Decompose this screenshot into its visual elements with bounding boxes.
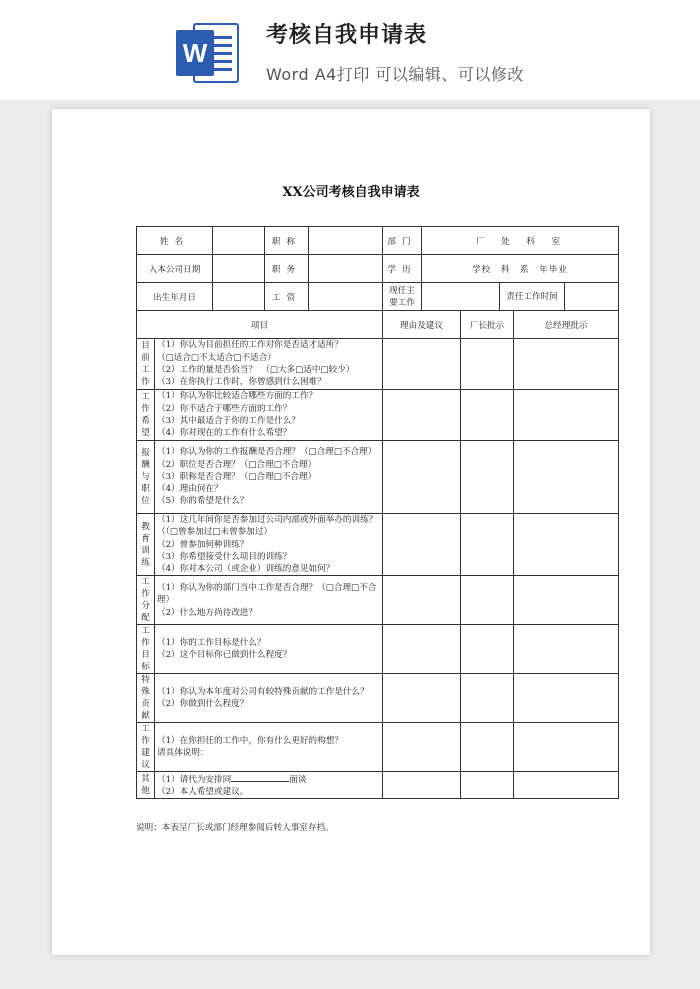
label-position: 职务 [265,255,309,283]
gm-cell[interactable] [514,625,619,674]
dept-units[interactable]: 厂 处 科 室 [422,227,619,255]
reason-cell[interactable] [383,390,461,441]
section-pay-and-position [137,441,619,514]
category-char: 作 [141,638,150,649]
category-char: 与 [141,472,150,482]
question-line: （2）职位是否合理？（□合理□不合理） [157,459,317,470]
category-char: 前 [141,353,150,363]
category-char: 配 [141,613,150,624]
category-label [139,391,152,439]
category-char: 工 [141,577,150,588]
question-line: （3）其中最适合于你的工作是什么？ [157,416,300,426]
factory-head-cell[interactable] [461,390,514,441]
value-join-date[interactable] [213,255,265,283]
banner-title: 考核自我申请表 [266,23,428,48]
question-line: （1）你认为你的部门当中工作是否合理？（□合理□不合理） [157,583,377,606]
gm-cell[interactable] [514,514,619,576]
question-line: （2）你做到什么程度？ [157,699,249,710]
factory-head-cell[interactable] [461,441,514,514]
value-duty-time[interactable] [565,283,619,311]
document-page [52,109,650,955]
category-label [139,674,152,722]
section-work-hope [137,390,619,441]
category-label [139,723,152,771]
category-char: 其 [141,774,150,785]
value-position[interactable] [309,255,383,283]
label-join-date: 入本公司日期 [137,255,213,283]
category-char: 贡 [141,699,150,710]
category-label [139,340,152,388]
column-factory-head: 厂长批示 [461,311,514,339]
value-title[interactable] [309,227,383,255]
footnote: 说明：本表呈厂长或部门经理参阅后转人事室存档。 [136,823,334,833]
question-line: 请具体说明： [157,748,209,759]
question-line: （3）你希望接受什么项目的训练？ [157,551,292,562]
header-row-3 [137,283,619,311]
category-char: 教 [141,521,150,532]
category-char: 作 [141,589,150,600]
value-current-work[interactable] [422,283,500,311]
word-icon-letter: W [182,38,208,68]
category-char: 望 [141,428,150,438]
factory-head-cell[interactable] [461,625,514,674]
section-special-contribution [137,674,619,723]
category-label [139,576,152,624]
category-label [139,625,152,673]
column-gm: 总经理批示 [514,311,619,339]
category-char: 作 [141,377,150,387]
banner [0,0,700,100]
category-cell [137,772,155,799]
question-line: （1）你认为你比较适合哪些方面的工作？ [157,391,318,402]
category-char: 目 [141,341,150,351]
appraisal-form-table [136,226,619,799]
section-current-work [137,339,619,390]
question-line: （2）本人希望或建议。 [157,786,249,797]
gm-cell[interactable] [514,772,619,799]
category-cell [137,625,155,674]
category-cell [137,576,155,625]
gm-cell[interactable] [514,674,619,723]
questions-cell [155,674,383,723]
category-char: 职 [141,484,150,494]
category-char: 特 [141,675,150,686]
category-char: 工 [141,392,150,402]
label-birth: 出生年月日 [137,283,213,311]
header-row-2 [137,255,619,283]
factory-head-cell[interactable] [461,772,514,799]
factory-head-cell[interactable] [461,339,514,390]
gm-cell[interactable] [514,390,619,441]
category-char: 殊 [141,687,150,698]
category-cell [137,514,155,576]
section-training [137,514,619,576]
category-char: 作 [141,404,150,414]
question-text: （1）请代为安排同 [157,774,232,785]
question-line: （1）你认为你的工作报酬是否合理？（□合理□不合理） [157,447,377,458]
question-line: （2）什么地方尚待改进？ [157,607,257,618]
gm-cell[interactable] [514,576,619,625]
questions-cell [155,339,383,390]
category-cell [137,339,155,390]
question-line: （2）工作的量是否恰当？ （□大多□适中□较少） [157,365,355,375]
gm-cell[interactable] [514,339,619,390]
banner-subtitle: Word A4打印 可以编辑、可以修改 [266,65,524,84]
category-char: 献 [141,711,150,722]
reason-cell[interactable] [383,625,461,674]
category-label [139,521,152,569]
word-document-icon [174,22,240,84]
value-name[interactable] [213,227,265,255]
factory-head-cell[interactable] [461,674,514,723]
category-char: 希 [141,416,150,426]
category-label [139,447,152,507]
section-other [137,772,619,799]
question-line: （1）在你担任的工作中，你有什么更好的构想？ [157,736,343,747]
category-label [139,773,152,797]
question-line: （4）你对本公司（或企业）训练的意见如何？ [157,564,335,575]
question-line: （3）职称是否合理？（□合理□不合理） [157,471,317,482]
questions-cell [155,514,383,576]
questions-cell [155,441,383,514]
reason-cell[interactable] [383,441,461,514]
reason-cell[interactable] [383,723,461,772]
reason-cell[interactable] [383,772,461,799]
questions-cell [155,772,383,799]
question-line: （1）这几年间你是否参加过公司内部或外面举办的训练？（（□曾参加过□未曾参加过） [157,515,378,538]
question-line: （2）你不适合于哪些方面的工作？ [157,403,292,414]
question-line: （□适合□不太适合□不适合） [157,352,276,363]
category-char: 标 [141,662,150,673]
category-char: 报 [141,448,150,458]
header-row-1 [137,227,619,255]
reason-cell[interactable] [383,339,461,390]
question-line: （4）理由何在？ [157,484,223,495]
section-work-goal [137,625,619,674]
gm-cell[interactable] [514,441,619,514]
factory-head-cell[interactable] [461,723,514,772]
category-cell [137,723,155,772]
category-char: 分 [141,601,150,612]
questions-cell [155,390,383,441]
question-line: （5）你的希望是什么？ [157,496,249,507]
category-char: 建 [141,748,150,759]
question-text: 面谈 [289,774,307,785]
question-line: （4）你对现在的工作有什么希望？ [157,428,292,439]
category-cell [137,674,155,723]
questions-cell [155,723,383,772]
education-units[interactable]: 学校 科 系 年毕业 [422,255,619,283]
question-line: （1）你的工作目标是什么？ [157,638,266,649]
question-line: （1）你认为目前担任的工作对你是否适才适所？ [157,340,343,351]
category-char: 作 [141,736,150,747]
category-char: 练 [141,557,150,568]
reason-cell[interactable] [383,514,461,576]
question-line [157,773,380,786]
value-birth[interactable] [213,283,265,311]
questions-cell [155,625,383,674]
document-title: XX公司考核自我申请表 [282,185,420,200]
category-char: 训 [141,545,150,556]
question-line: （1）你认为本年度对公司有较特殊贡献的工作是什么？ [157,687,369,698]
label-dept: 部门 [383,227,422,255]
category-char: 工 [141,626,150,637]
fill-in-blank[interactable] [231,773,289,782]
label-education: 学历 [383,255,422,283]
category-char: 酬 [141,460,150,470]
label-current-work: 现任主要工作 [383,283,422,311]
question-line: （2）这个目标你已做到什么程度？ [157,650,292,661]
section-work-suggestion [137,723,619,772]
category-char: 育 [141,533,150,544]
columns-header-row [137,311,619,339]
value-salary[interactable] [309,283,383,311]
question-line: （2）曾参加何种训练？ [157,539,249,550]
factory-head-cell[interactable] [461,576,514,625]
category-char: 他 [141,786,150,797]
reason-cell[interactable] [383,674,461,723]
label-salary: 工资 [265,283,309,311]
question-line: （3）在你执行工作时，你曾感到什么困难？ [157,377,326,388]
reason-cell[interactable] [383,576,461,625]
label-duty-time: 责任工作时间 [500,283,565,311]
category-char: 议 [141,760,150,771]
section-work-allocation [137,576,619,625]
category-cell [137,441,155,514]
category-char: 工 [141,365,150,375]
category-char: 位 [141,496,150,506]
category-char: 目 [141,650,150,661]
label-name: 姓名 [137,227,213,255]
category-char: 工 [141,724,150,735]
gm-cell[interactable] [514,723,619,772]
label-title: 职称 [265,227,309,255]
column-item: 项目 [137,311,383,339]
questions-cell [155,576,383,625]
factory-head-cell[interactable] [461,514,514,576]
category-cell [137,390,155,441]
column-reason: 理由及建议 [383,311,461,339]
